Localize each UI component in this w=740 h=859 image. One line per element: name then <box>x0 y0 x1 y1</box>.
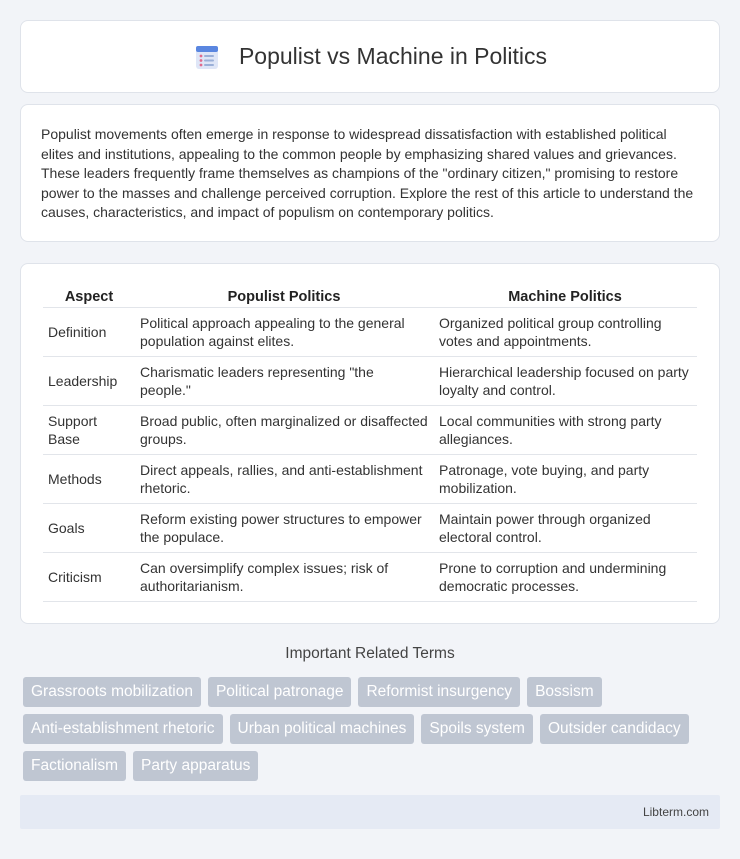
row-machine: Hierarchical leadership focused on party loyalty and control. <box>433 357 697 406</box>
related-term-tag[interactable]: Political patronage <box>208 677 352 707</box>
table-row <box>43 455 697 504</box>
row-machine: Maintain power through organized electoral control. <box>433 504 697 553</box>
row-aspect: Methods <box>43 455 135 504</box>
intro-paragraph: Populist movements often emerge in response to widespread dissatisfaction with established political elites and institutions, appealing to the common people by emphasizing shared values and grievances. These leaders frequently frame themselves as champions of the "ordinary citizen," promising to restore power to the masses and challenge perceived corruption. Explore the rest of this article to understand the causes, characteristics, and impact of populism on contemporary politics. <box>41 126 694 220</box>
header-machine: Machine Politics <box>433 286 697 308</box>
row-machine: Local communities with strong party allegiances. <box>433 406 697 455</box>
related-term-tag[interactable]: Bossism <box>527 677 602 707</box>
table-row <box>43 406 697 455</box>
table-row <box>43 553 697 602</box>
comparison-table <box>43 286 697 602</box>
comparison-table-card <box>20 263 720 624</box>
table-row <box>43 504 697 553</box>
related-term-tag[interactable]: Anti-establishment rhetoric <box>23 714 223 744</box>
header-populist: Populist Politics <box>135 286 433 308</box>
related-term-tag[interactable]: Spoils system <box>421 714 533 744</box>
related-term-tag[interactable]: Factionalism <box>23 751 126 781</box>
related-term-tag[interactable]: Grassroots mobilization <box>23 677 201 707</box>
row-populist: Direct appeals, rallies, and anti-establishment rhetoric. <box>135 455 433 504</box>
row-aspect: Leadership <box>43 357 135 406</box>
table-row <box>43 357 697 406</box>
related-terms-title: Important Related Terms <box>285 645 455 662</box>
table-row <box>43 308 697 357</box>
row-populist: Broad public, often marginalized or disaffected groups. <box>135 406 433 455</box>
row-populist: Reform existing power structures to empower the populace. <box>135 504 433 553</box>
page-title: Populist vs Machine in Politics <box>238 43 548 69</box>
row-aspect: Support Base <box>43 406 135 455</box>
related-term-tag[interactable]: Reformist insurgency <box>358 677 520 707</box>
row-populist: Can oversimplify complex issues; risk of authoritarianism. <box>135 553 433 602</box>
related-term-tag[interactable]: Outsider candidacy <box>540 714 689 744</box>
row-machine: Organized political group controlling votes and appointments. <box>433 308 697 357</box>
header-aspect: Aspect <box>43 286 135 308</box>
document-list-icon <box>193 43 221 71</box>
related-term-tag[interactable]: Party apparatus <box>133 751 258 781</box>
footer-site-link[interactable]: Libterm.com <box>642 805 709 819</box>
row-aspect: Goals <box>43 504 135 553</box>
row-populist: Political approach appealing to the general population against elites. <box>135 308 433 357</box>
row-machine: Patronage, vote buying, and party mobilization. <box>433 455 697 504</box>
row-aspect: Criticism <box>43 553 135 602</box>
row-machine: Prone to corruption and undermining democratic processes. <box>433 553 697 602</box>
related-terms-list <box>23 677 723 781</box>
row-aspect: Definition <box>43 308 135 357</box>
footer <box>20 795 720 829</box>
header-card <box>20 20 720 93</box>
intro-card <box>20 104 720 242</box>
related-term-tag[interactable]: Urban political machines <box>230 714 415 744</box>
table-header-row <box>43 286 697 308</box>
row-populist: Charismatic leaders representing "the people." <box>135 357 433 406</box>
